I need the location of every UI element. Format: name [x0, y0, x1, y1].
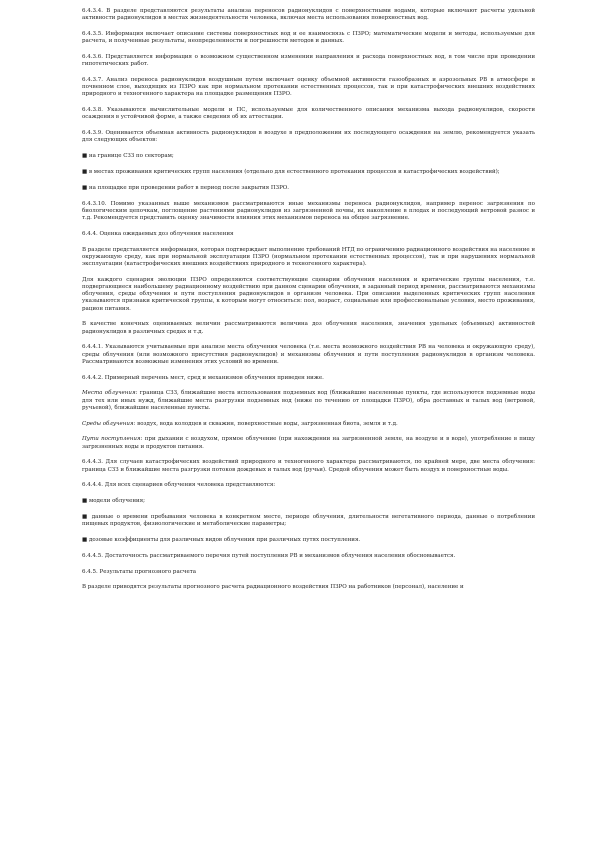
bullet-item [82, 185, 535, 192]
paragraph-text: В разделе представляется информация, которая подтверждает выполнение требований НТД по ограничению радиационного воздействия на население и окружающую среду, как при нормальной эксплуатации ПЗРО (нормальном протекании естественных процессов), так и при нарушениях нормальной эксплуатации (катастрофических внешних воздействиях природного и техногенного характера). [82, 246, 536, 267]
bullet-item [82, 169, 535, 176]
paragraph-6-4-4-5 [82, 553, 535, 560]
section-heading-6-4-4 [82, 231, 535, 238]
bullet-text: ■ на площадке при проведении работ в период после закрытия ПЗРО. [82, 184, 290, 191]
paragraph-pathways [82, 436, 535, 450]
paragraph-places [82, 390, 535, 412]
paragraph-6-4-4-3 [82, 459, 535, 473]
paragraph [82, 277, 535, 313]
paragraph-6-4-4-1 [82, 344, 535, 366]
paragraph-6-4-3-8 [82, 107, 535, 121]
heading-text: 6.4.4. Оценка ожидаемых доз облучения населения [82, 230, 234, 237]
paragraph-text: 6.4.3.5. Информация включает описание системы поверхностных вод и ее взаимосвязь с ПЗРО; математические модели и методы, используемые для расчета, и полученные результаты, неопределенности и погрешности методов и данных. [82, 31, 535, 45]
paragraph-label: Пути поступления: [82, 436, 143, 443]
bullet-text: ■ на границе СЗЗ по секторам; [82, 153, 174, 160]
paragraph-6-4-3-9 [82, 130, 535, 144]
paragraph [82, 321, 535, 335]
bullet-text: ■ модели облучения; [82, 498, 145, 505]
paragraph-text: граница СЗЗ, ближайшие места использования подземных вод (ближайшие населенные пункты, где используются подземные воды для тех или иных нужд, ближайшие места разгрузки подземных вод (ниже по течению от площадки ПЗРО), обрa доставных и талых вод (ветровой, ручьевой), ближайшие населенные пункты. [82, 390, 536, 411]
paragraph-6-4-3-6 [82, 54, 535, 68]
bullet-text: ■ данные о времени пребывания человека в конкретном месте, периоде облучения, длительности вегетативного периода, данные о потреблении пищевых продуктов, физиологические и метаболические параметры; [82, 514, 535, 528]
paragraph-text: 6.4.4.5. Достаточность рассматриваемого перечня путей поступления РВ и механизмов облучения населения обосновывается. [82, 552, 456, 559]
paragraph-text: воздух, вода колодцев и скважин, поверхностные воды, загрязненная биота, земля и т.д. [135, 420, 398, 427]
paragraph-6-4-3-10 [82, 201, 535, 223]
paragraph-text: при дыхании с воздухом, прямое облучение (при нахождении на загрязненной земле, на воздухе и в воде), употребление в пищу загрязненных воды и продуктов питания. [82, 436, 535, 450]
paragraph [82, 584, 535, 591]
paragraph-text: 6.4.3.8. Указываются вычислительные модели и ПС, используемые для количественного описания механизма выхода радионуклидов, скорости осаждения в устойчивой форме, а также сведения об их аттестации. [82, 107, 535, 121]
paragraph-text: В качестве конечных оцениваемых величин рассматриваются величина доз облучения населения, значения удельных (объемных) активностей радионуклидов в различных средах и т.д. [82, 321, 535, 335]
paragraph-text: 6.4.4.4. Для всех сценариев облучения человека представляются: [82, 482, 276, 489]
paragraph-6-4-3-5 [82, 31, 535, 45]
bullet-text: ■ в местах проживания критических групп населения (отдельно для естественного протекания процессов и катастрофических воздействий); [82, 169, 500, 175]
bullet-item [82, 537, 535, 544]
paragraph-text: 6.4.3.10. Помимо указанных выше механизмов рассматриваются иные механизмы переноса радионуклидов, например перенос загрязнения по биологическим цепочкам, поглощение растениями радионуклидов из загрязненной почвы, их накопление в плодах и последующий ветровой разнос и т.д. Рекомендуется представить оценку значимости влияния этих механизмов переноса на общее загрязнение. [82, 200, 535, 221]
heading-text: 6.4.5. Результаты прогнозного расчета [82, 568, 197, 575]
section-heading-6-4-5 [82, 569, 535, 576]
paragraph-text: 6.4.4.1. Указываются учитываемые при анализе места облучения человека (т.е. места возможного воздействия РВ на человека и окружающую среду), среды облучения (или возможного присутствия радионуклидов) и механизмы облучения и пути поступления радионуклидов в организм человека. Рассматриваются возможные изменения этих условий во времени. [82, 344, 535, 365]
paragraph-text: 6.4.3.6. Представляется информация о возможном существенном изменении направления и расхода поверхностных вод, в том числе при проведении гипотетических работ. [82, 54, 535, 68]
bullet-item [82, 514, 535, 528]
paragraph-text: 6.4.3.9. Оценивается объемная активность радионуклидов в воздухе в предположении их последующего осаждения на землю, рекомендуется указать для следующих объектов: [82, 130, 535, 144]
paragraph-label: Среды облучения: [82, 420, 136, 427]
paragraph-media [82, 421, 535, 428]
paragraph-text: 6.4.4.2. Примерный перечень мест, сред и механизмов облучения приведен ниже. [82, 374, 324, 381]
bullet-text: ■ дозовые коэффициенты для различных видов облучения при различных путях поступления. [82, 537, 361, 543]
paragraph-label: Места облучения: [82, 390, 138, 397]
paragraph-text: В разделе приводятся результаты прогнозного расчета радиационного воздействия ПЗРО на работников (персонал), население и [82, 584, 464, 591]
paragraph-text: 6.4.4.3. Для случаев катастрофических воздействий природного и техногенного характера рассматриваются, по крайней мере, две места облучения: граница СЗЗ и ближайшие места разгрузки потоков дождевых и талых вод (ручьи). Средой облучения может быть воздух и поверхностные воды. [82, 459, 535, 473]
paragraph-6-4-3-4 [82, 8, 535, 22]
paragraph-text: 6.4.3.7. Анализ переноса радионуклидов воздушным путем включает оценку объемной активности газообразных и аэрозольных РВ в атмосфере и почвенном слое, выходящих из ПЗРО как при нормальном протекании естественных процессов, так и при катастрофических внешних воздействиях природного и техногенного характера на площадке размещения ПЗРО. [82, 77, 535, 98]
paragraph-6-4-3-7 [82, 77, 535, 99]
bullet-item [82, 498, 535, 505]
paragraph-6-4-4-4 [82, 482, 535, 489]
paragraph [82, 247, 535, 269]
bullet-item [82, 153, 535, 160]
paragraph-text: Для каждого сценария эволюции ПЗРО определяются соответствующие сценарии облучения населения и критические группы населения, т.е. подвергающиеся наибольшему радиационному воздействию при данном сценарии облучения, в заданный период времени, рассматриваются механизмы облучения, среды облучения и пути поступления радионуклидов в организм человека. При описании выделенных критических групп населения указываются признаки критической группы, к которым могут относиться: пол, возраст, социальные или профессиональные условия, место проживания, рацион питания. [82, 276, 535, 312]
paragraph-text: 6.4.3.4. В разделе представляются результаты анализа переносов радионуклидов с поверхностными водами, которые включают расчеты удельной активности радионуклидов в местах жизнедеятельности человека, включая места использования поверхностных вод. [82, 8, 535, 22]
paragraph-6-4-4-2 [82, 375, 535, 382]
